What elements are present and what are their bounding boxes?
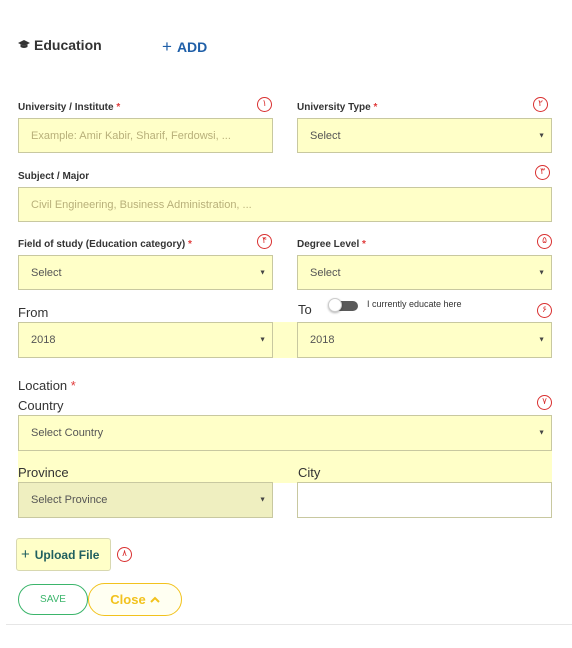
chevron-up-icon — [150, 596, 160, 603]
date-row-band — [273, 322, 297, 358]
university-input[interactable]: Example: Amir Kabir, Sharif, Ferdowsi, ... — [18, 118, 273, 153]
step-badge-8: ٨ — [117, 547, 132, 562]
from-year-select[interactable]: 2018 ▼ — [18, 322, 273, 358]
step-badge-2: ٢ — [533, 97, 548, 112]
step-badge-6: ۶ — [537, 303, 552, 318]
city-input[interactable] — [297, 482, 552, 518]
from-label: From — [18, 305, 49, 320]
chevron-down-icon: ▼ — [538, 269, 545, 276]
degree-level-label: Degree Level * — [297, 239, 366, 250]
chevron-down-icon: ▼ — [259, 336, 266, 344]
location-band — [18, 450, 552, 483]
save-button[interactable]: SAVE — [18, 584, 88, 615]
chevron-down-icon: ▼ — [538, 429, 545, 437]
currently-educate-toggle[interactable] — [328, 298, 358, 312]
university-type-label: University Type * — [297, 102, 378, 113]
degree-level-select[interactable]: Select ▼ — [297, 255, 552, 290]
chevron-down-icon: ▼ — [259, 496, 266, 504]
subject-input[interactable]: Civil Engineering, Business Administration, ... — [18, 187, 552, 222]
chevron-down-icon: ▼ — [259, 269, 266, 276]
university-label: University / Institute * — [18, 102, 121, 113]
location-label: Location * — [18, 378, 76, 393]
subject-label: Subject / Major — [18, 171, 90, 182]
section-title-text: Education — [34, 37, 102, 53]
add-button[interactable] — [162, 39, 207, 55]
step-badge-7: ٧ — [537, 395, 552, 410]
city-label: City — [298, 465, 321, 480]
add-label: ADD — [176, 39, 208, 55]
country-label: Country — [18, 398, 64, 413]
plus-icon: + — [162, 37, 172, 56]
university-type-select[interactable]: Select ▼ — [297, 118, 552, 153]
divider — [6, 624, 572, 625]
country-select[interactable]: Select Country ▼ — [18, 415, 552, 451]
field-of-study-label: Field of study (Education category) * — [18, 239, 192, 250]
toggle-knob — [328, 298, 342, 312]
currently-educate-label: I currently educate here — [367, 299, 462, 309]
step-badge-5: ۵ — [537, 234, 552, 249]
close-button[interactable]: Close — [88, 583, 182, 616]
step-badge-4: ۴ — [257, 234, 272, 249]
upload-file-button[interactable]: + Upload File — [16, 538, 111, 571]
field-of-study-select[interactable]: Select ▼ — [18, 255, 273, 290]
to-year-select[interactable]: 2018 ▼ — [297, 322, 552, 358]
to-label: To — [298, 302, 312, 317]
province-label: Province — [18, 465, 69, 480]
plus-icon: + — [21, 546, 30, 563]
graduation-cap-icon — [18, 40, 30, 50]
province-select[interactable]: Select Province ▼ — [18, 482, 273, 518]
step-badge-3: ٣ — [535, 165, 550, 180]
section-title — [18, 37, 102, 53]
step-badge-1: ١ — [257, 97, 272, 112]
chevron-down-icon: ▼ — [538, 132, 545, 139]
chevron-down-icon: ▼ — [538, 336, 545, 344]
